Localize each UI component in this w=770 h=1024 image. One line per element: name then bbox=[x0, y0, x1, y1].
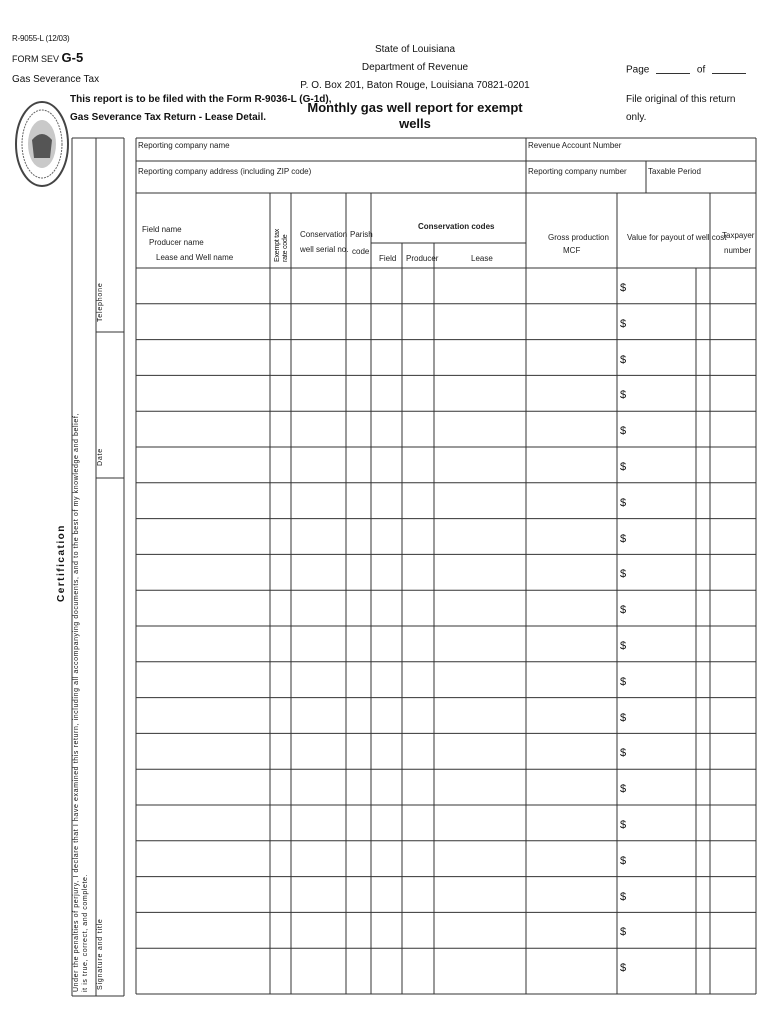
row-dollar-sign: $ bbox=[620, 962, 627, 975]
date-label: Date bbox=[97, 448, 104, 466]
certification-text-l2: it is true, correct, and complete. bbox=[82, 873, 89, 992]
col-gross-l1: Gross production bbox=[548, 233, 609, 242]
col-exempt-code bbox=[274, 229, 290, 262]
taxable-period-label: Taxable Period bbox=[648, 167, 701, 176]
col-field-name: Field name bbox=[142, 225, 182, 234]
col-producer: Producer bbox=[406, 254, 439, 263]
agency-state: State of Louisiana bbox=[374, 44, 456, 55]
form-prefix: FORM SEV bbox=[12, 54, 60, 64]
row-dollar-sign: $ bbox=[620, 425, 627, 438]
row-dollar-sign: $ bbox=[620, 854, 627, 867]
file-note-line-1: File original of this return bbox=[626, 94, 736, 105]
col-lease-well: Lease and Well name bbox=[156, 253, 234, 262]
row-dollar-sign: $ bbox=[620, 747, 627, 760]
row-dollar-sign: $ bbox=[620, 317, 627, 330]
col-exempt-code-l2: rate code bbox=[282, 234, 289, 262]
revenue-account-label: Revenue Account Number bbox=[528, 141, 622, 150]
instruction-line-2: Gas Severance Tax Return - Lease Detail. bbox=[70, 112, 267, 123]
col-lease: Lease bbox=[471, 254, 493, 263]
agency-address: P. O. Box 201, Baton Rouge, Louisiana 70821-0201 bbox=[300, 80, 530, 91]
row-dollar-sign: $ bbox=[620, 353, 627, 366]
file-note-line-2: only. bbox=[626, 112, 647, 123]
certification-text bbox=[72, 413, 90, 992]
form-id: R-9055-L (12/03) bbox=[12, 34, 70, 43]
col-conservation-l2: well serial no. bbox=[300, 245, 349, 254]
tax-name: Gas Severance Tax bbox=[12, 74, 100, 85]
col-field: Field bbox=[379, 254, 397, 263]
row-dollar-sign: $ bbox=[620, 640, 627, 652]
agency-department: Department of Revenue bbox=[361, 62, 469, 73]
company-number-label: Reporting company number bbox=[528, 167, 627, 176]
row-dollar-sign: $ bbox=[620, 711, 627, 724]
col-taxpayer-l1: Taxpayer bbox=[722, 231, 755, 240]
instruction-line-1: This report is to be filed with the Form R-9036-L (G-1d), bbox=[70, 94, 332, 105]
col-conservation-l1: Conservation bbox=[300, 230, 348, 239]
signature-label: Signature and title bbox=[97, 918, 104, 990]
report-title: Monthly gas well report for exempt wells bbox=[307, 100, 523, 131]
row-dollar-sign: $ bbox=[620, 532, 627, 545]
row-dollar-sign: $ bbox=[620, 675, 627, 688]
col-producer-name: Producer name bbox=[149, 238, 204, 247]
row-dollar-sign: $ bbox=[620, 926, 627, 939]
row-dollar-sign: $ bbox=[620, 282, 627, 294]
col-conservation-codes: Conservation codes bbox=[418, 222, 495, 231]
of-label: of bbox=[696, 64, 706, 76]
col-gross-l2: MCF bbox=[563, 246, 581, 255]
row-dollar-sign: $ bbox=[620, 389, 627, 402]
page-label: Page bbox=[626, 64, 650, 76]
row-dollar-sign: $ bbox=[620, 496, 627, 509]
row-dollar-sign: $ bbox=[620, 819, 627, 831]
row-dollar-sign: $ bbox=[620, 783, 627, 796]
row-dollar-sign: $ bbox=[620, 890, 627, 903]
certification-text-l1: Under the penalties of perjury, I declare that I have examined this return, including all accompanying documents, and to the best of my knowledge and belief, bbox=[73, 413, 80, 992]
company-address-label: Reporting company address (including ZIP code) bbox=[138, 167, 312, 176]
company-name-label: Reporting company name bbox=[138, 141, 230, 150]
col-parish-l2: code bbox=[352, 247, 370, 256]
col-parish-l1: Parish bbox=[350, 230, 373, 239]
telephone-label: Telephone bbox=[97, 282, 104, 322]
col-exempt-code-l1: Exempt tax bbox=[274, 228, 281, 262]
form-code-value: G-5 bbox=[61, 50, 84, 65]
row-dollar-sign: $ bbox=[620, 604, 627, 617]
col-payout: Value for payout of well cost bbox=[627, 233, 727, 242]
row-dollar-sign: $ bbox=[620, 461, 627, 473]
certification-heading: Certification bbox=[56, 524, 67, 602]
row-dollar-sign: $ bbox=[620, 568, 627, 581]
col-taxpayer-l2: number bbox=[724, 246, 752, 255]
